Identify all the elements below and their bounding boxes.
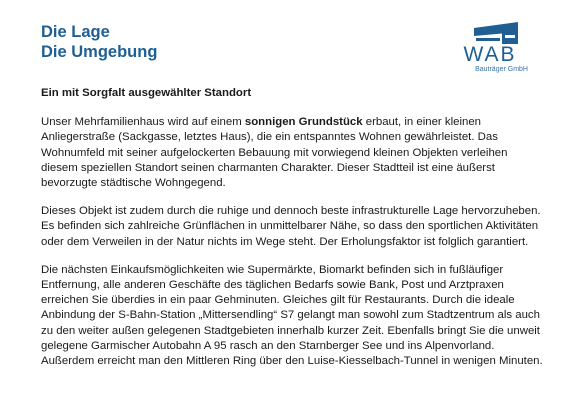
section-heading: Ein mit Sorgfalt ausgewählter Standort: [41, 87, 252, 99]
main-content: [41, 86, 546, 382]
page-title: [41, 22, 157, 62]
paragraph-einkauf-verkehr: Die nächsten Einkaufsmöglichkeiten wie Supermärkte, Biomarkt befinden sich in fußläufiger Entfernung, alle anderen Geschäfte des täglichen Bedarfs sowie Bank, Post und Arztpraxen erreichen Sie überdies in ein paar Gehminuten. Gleiches gilt für Restaurants. Durch die ideale Anbindung der S-Bahn-Station „Mittersendling“ S7 gelangt man sowohl zum Stadtzentrum als auch zu den weiter außen gelegenen Stadtgebieten innerhalb kurzer Zeit. Ebenfalls bringt Sie die unweit gelegene Garmischer Autobahn A 95 rasch an den Starnberger See und ins Alpenvorland. Außerdem erreicht man den Mittleren Ring über den Luise-Kiesselbach-Tunnel in wenigen Minuten.: [41, 263, 543, 368]
logo-tagline: Bauträger GmbH: [475, 66, 528, 73]
paragraph-text: Unser Mehrfamilienhaus wird auf einem: [41, 116, 245, 129]
title-line-lage: Die Lage: [41, 23, 110, 41]
logo-wordmark: WAB: [463, 43, 517, 66]
paragraph-grundstueck: [41, 115, 546, 191]
company-logo: [452, 18, 538, 73]
emphasis-text: sonnigen Grundstück: [244, 116, 363, 129]
paragraph-text: erbaut, in einer kleinen Anliegerstraße (Sackgasse, letztes Haus), die ein entspanntes Wohnen gewährleistet. Das Wohnumfeld mit seiner aufgelockerten Bebauung mit vorwiegend kleinen Objekten verleihen diesem speziellen Standort seinen charmanten Charakter. Dieser Stadtteil ist eine äußerst bevorzugte städtische Wohngegend.: [41, 116, 508, 190]
title-line-umgebung: Die Umgebung: [41, 43, 158, 61]
paragraph-infrastruktur: Dieses Objekt ist zudem durch die ruhige und dennoch beste infrastrukturelle Lage hervorzuheben. Es befinden sich zahlreiche Grünflächen in unmittelbarer Nähe, so dass den sportlichen Aktivitäten oder dem Verweilen in der Natur nichts im Wege steht. Der Erholungsfaktor ist folglich garantiert.: [41, 205, 541, 248]
